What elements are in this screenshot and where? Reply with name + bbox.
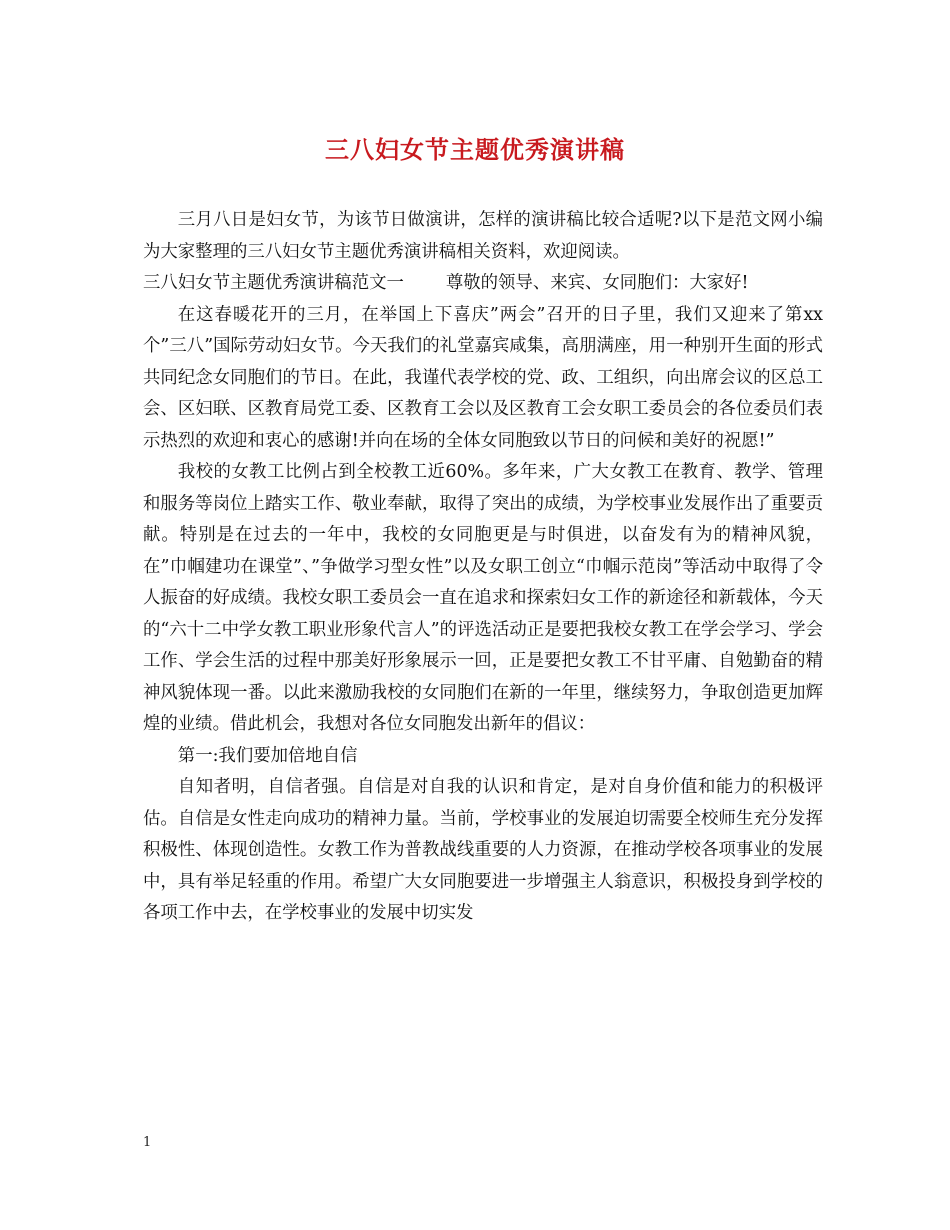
salutation: 尊敬的领导、来宾、女同胞们：大家好! bbox=[445, 273, 749, 293]
page-number: 1 bbox=[143, 1135, 152, 1150]
body-paragraph-1: 在这春暖花开的三月，在举国上下喜庆”两会”召开的日子里，我们又迎来了第xx个”三八”国际劳动妇女节。今天我们的礼堂嘉宾咸集，高朋满座，用一种别开生面的形式共同纪念女同胞们的节日。在此，我谨代表学校的党、政、工组织，向出席会议的区总工会、区妇联、区教育局党工委、区教育工会以及区教育工会女职工委员会的各位委员们表示热烈的欢迎和衷心的感谢!并向在场的全体女同胞致以节日的问候和美好的祝愿!” bbox=[143, 304, 823, 451]
document-body bbox=[143, 205, 823, 930]
body-paragraph-3: 自知者明，自信者强。自信是对自我的认识和肯定，是对自身价值和能力的积极评估。自信是女性走向成功的精神力量。当前，学校事业的发展迫切需要全校师生充分发挥积极性、体现创造性。女教工作为普教战线重要的人力资源，在推动学校各项事业的发展中，具有举足轻重的作用。希望广大女同胞要进一步增强主人翁意识，积极投身到学校的各项工作中去，在学校事业的发展中切实发 bbox=[143, 777, 823, 923]
section-heading: 第一:我们要加倍地自信 bbox=[177, 745, 358, 766]
document-title: 三八妇女节主题优秀演讲稿 bbox=[325, 135, 625, 164]
body-paragraph-2: 我校的女教工比例占到全校教工近60%。多年来，广大女教工在教育、教学、管理和服务等岗位上踏实工作、敬业奉献，取得了突出的成绩，为学校事业发展作出了重要贡献。特别是在过去的一年中，我校的女同胞更是与时俱进，以奋发有为的精神风貌，在”巾帼建功在课堂”、”争做学习型女性”以及女职工创立“巾帼示范岗”等活动中取得了令人振奋的好成绩。我校女职工委员会一直在追求和探索妇女工作的新途径和新载体，今天的“六十二中学女教工职业形象代言人”的评选活动正是要把我校女教工在学会学习、学会工作、学会生活的过程中那美好形象展示一回，正是要把女教工不甘平庸、自勉勤奋的精神风貌体现一番。以此来激励我校的女同胞们在新的一年里，继续努力，争取创造更加辉煌的业绩。借此机会，我想对各位女同胞发出新年的倡议： bbox=[143, 462, 823, 734]
sample-heading-line bbox=[143, 268, 823, 300]
intro-paragraph: 三月八日是妇女节，为该节日做演讲，怎样的演讲稿比较合适呢?以下是范文网小编为大家整理的三八妇女节主题优秀演讲稿相关资料，欢迎阅读。 bbox=[143, 210, 823, 262]
sample-heading: 三八妇女节主题优秀演讲稿范文一 bbox=[143, 273, 404, 293]
